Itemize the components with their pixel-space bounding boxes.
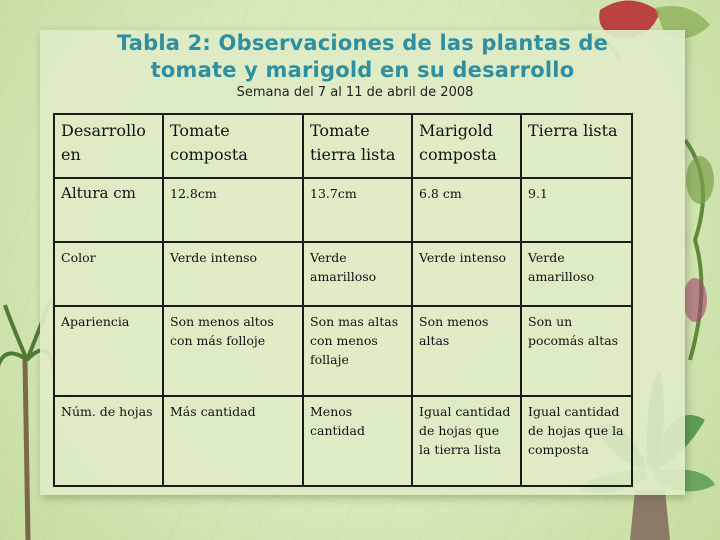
table-cell: Más cantidad [163,396,303,486]
table-cell: Verde intenso [163,242,303,306]
title-line-1: Tabla 2: Observaciones de las plantas de [116,31,609,55]
table-cell: Igual cantidad de hojas que la tierra lista [412,396,521,486]
table-cell: Igual cantidad de hojas que la composta [521,396,632,486]
slide-subtitle: Semana del 7 al 11 de abril de 2008 [236,85,474,100]
row-label-cell: Color [54,242,163,306]
table-cell: Verde intenso [412,242,521,306]
table-cell: 12.8cm [163,178,303,242]
table-cell: Son mas altas con menos follaje [303,306,412,396]
table-cell: Menos cantidad [303,396,412,486]
table-cell: Son un pocomás altas [521,306,632,396]
table-cell: Son menos altos con más folloje [163,306,303,396]
table-row [54,178,632,242]
row-label-cell: Núm. de hojas [54,396,163,486]
table-header-row [54,114,632,178]
slide-title [40,30,685,84]
header-cell: Tomate tierra lista [303,114,412,178]
header-cell: Tomate composta [163,114,303,178]
observations-table [53,113,633,487]
header-cell: Tierra lista [521,114,632,178]
table-cell: 6.8 cm [412,178,521,242]
table-row [54,396,632,486]
table-cell: 9.1 [521,178,632,242]
table-cell: Verde amarilloso [303,242,412,306]
table-row [54,242,632,306]
row-label-cell: Altura cm [54,178,163,242]
row-label-cell: Apariencia [54,306,163,396]
header-cell: Marigold composta [412,114,521,178]
header-cell: Desarrollo en [54,114,163,178]
table-cell: 13.7cm [303,178,412,242]
title-line-2: tomate y marigold en su desarrollo [150,58,575,82]
table-cell: Son menos altas [412,306,521,396]
table-row [54,306,632,396]
table-cell: Verde amarilloso [521,242,632,306]
